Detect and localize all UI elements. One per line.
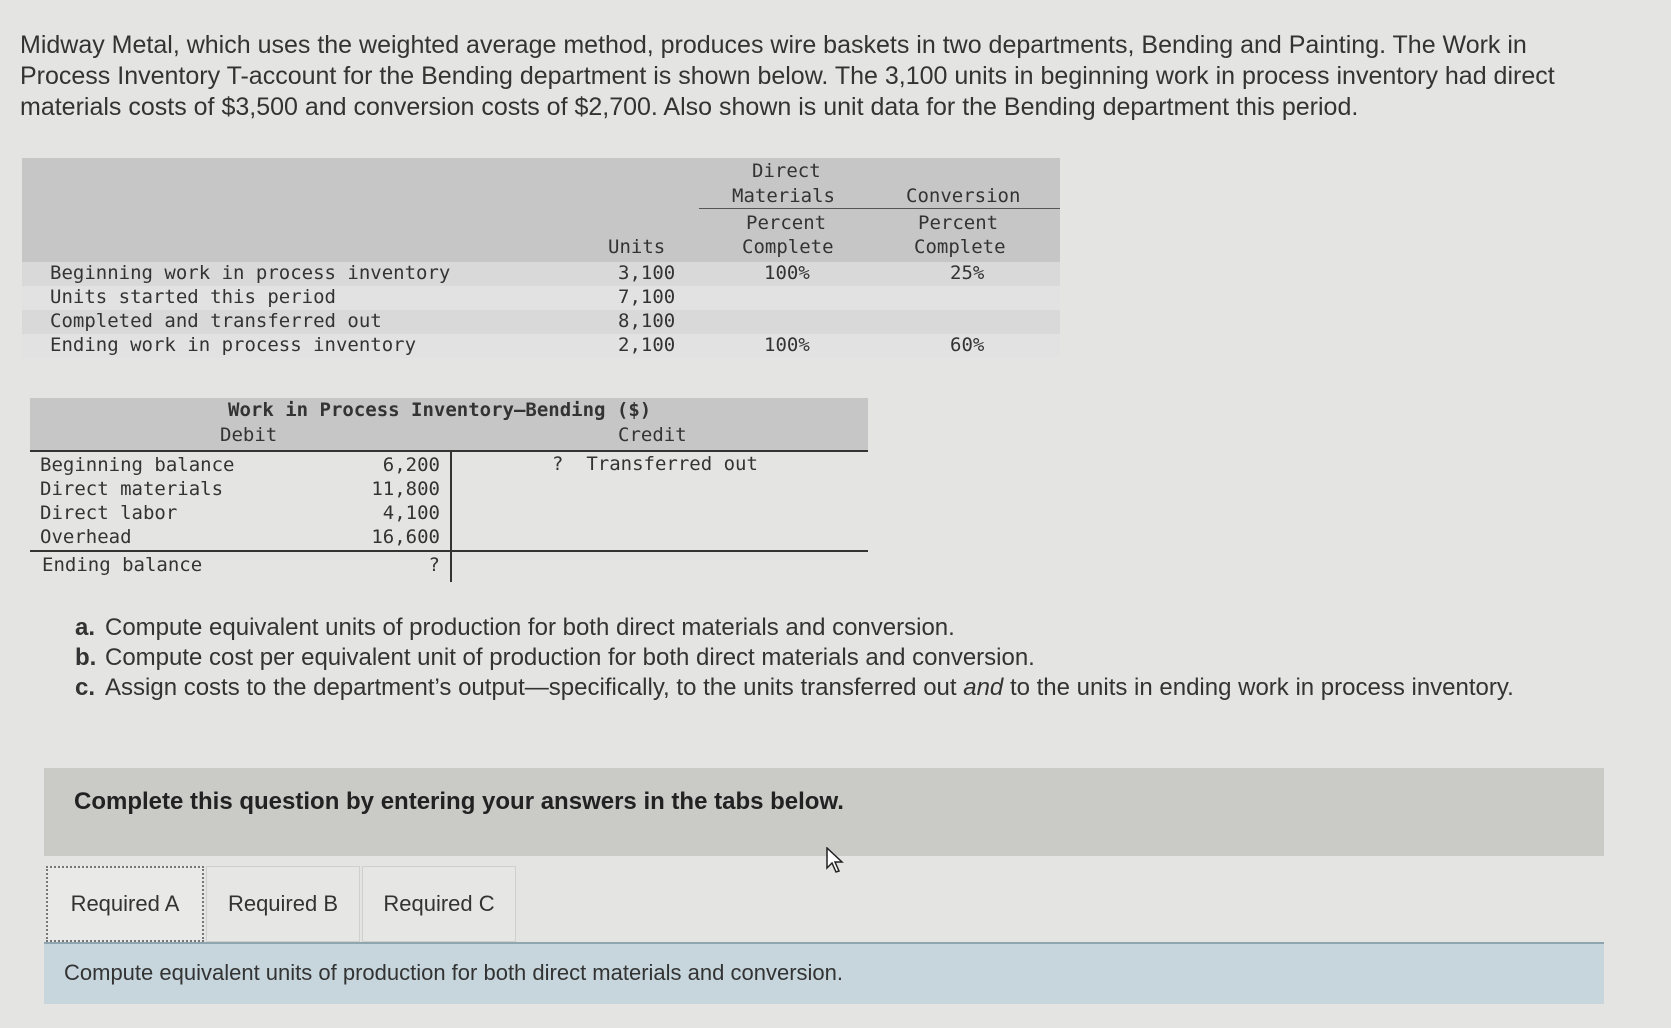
row-label: Completed and transferred out bbox=[50, 310, 382, 332]
ending-balance-label: Ending balance bbox=[42, 554, 203, 576]
tab-instruction-text: Compute equivalent units of production for both direct materials and conversion. bbox=[64, 960, 843, 985]
question-text: Compute equivalent units of production for both direct materials and conversion. bbox=[105, 614, 955, 641]
instructions-banner bbox=[44, 768, 1604, 856]
debit-label: Overhead bbox=[40, 526, 132, 548]
question-text-part: Assign costs to the department’s output—specifically, to the units transferred out bbox=[105, 674, 964, 701]
banner-text: Complete this question by entering your answers in the tabs below. bbox=[74, 788, 844, 815]
debit-label: Direct materials bbox=[40, 478, 224, 500]
row-dm-pct: 100% bbox=[764, 334, 810, 356]
tab-required-c[interactable] bbox=[362, 866, 516, 942]
dm-header-line1: Direct bbox=[752, 160, 821, 182]
row-label: Beginning work in process inventory bbox=[50, 262, 451, 284]
t-account-top-line bbox=[30, 450, 868, 452]
row-label: Ending work in process inventory bbox=[50, 334, 417, 356]
dm-pct-header1: Percent bbox=[746, 212, 827, 234]
question-letter: b. bbox=[75, 644, 97, 671]
debit-value: 6,200 bbox=[382, 454, 440, 476]
conv-header: Conversion bbox=[906, 185, 1021, 207]
row-units: 7,100 bbox=[618, 286, 676, 308]
debit-value: 4,100 bbox=[382, 502, 440, 524]
tab-required-a[interactable] bbox=[46, 866, 204, 942]
row-conv-pct: 25% bbox=[950, 262, 985, 284]
conv-pct-header2: Complete bbox=[914, 236, 1006, 258]
tab-label: Required B bbox=[227, 891, 339, 916]
question-text-part: to the units in ending work in process inventory. bbox=[1003, 674, 1514, 701]
row-conv-pct: 60% bbox=[950, 334, 985, 356]
question-letter: a. bbox=[75, 614, 96, 641]
debit-label: Direct labor bbox=[40, 502, 178, 524]
units-header: Units bbox=[608, 236, 666, 258]
t-account bbox=[30, 398, 868, 582]
tab-label: Required A bbox=[70, 891, 180, 916]
tab-instruction-bar bbox=[44, 942, 1604, 1004]
question-text-emphasis: and bbox=[963, 674, 1004, 701]
question-text: Compute cost per equivalent unit of production for both direct materials and conversion. bbox=[105, 644, 1035, 671]
t-account-title: Work in Process Inventory—Bending ($) bbox=[228, 399, 652, 421]
debit-value: 16,600 bbox=[371, 526, 440, 548]
credit-entry: ? Transferred out bbox=[552, 453, 758, 475]
debit-label: Beginning balance bbox=[40, 454, 235, 476]
debit-header: Debit bbox=[220, 424, 278, 446]
row-units: 3,100 bbox=[618, 262, 676, 284]
t-account-total-line bbox=[30, 550, 868, 552]
t-account-vertical-line bbox=[450, 450, 452, 582]
table-header-bg bbox=[22, 158, 1060, 262]
mouse-cursor-icon bbox=[826, 847, 846, 873]
question-b bbox=[75, 643, 1565, 673]
tab-label: Required C bbox=[383, 891, 495, 916]
problem-intro: Midway Metal, which uses the weighted average method, produces wire baskets in two departments, Bending and Painting. The Work in Process Inventory T-account for the Bending department is shown below. The 3,100 units in beginning work in process inventory had direct materials costs of $3,500 and conversion costs of $2,700. Also shown is unit data for the Bending department this period. bbox=[20, 31, 1555, 121]
question-a bbox=[75, 613, 1565, 643]
row-units: 8,100 bbox=[618, 310, 676, 332]
header-divider bbox=[699, 208, 1060, 209]
question-letter: c. bbox=[75, 674, 96, 701]
row-units: 2,100 bbox=[618, 334, 676, 356]
row-dm-pct: 100% bbox=[764, 262, 810, 284]
question-list bbox=[75, 613, 1565, 703]
debit-value: 11,800 bbox=[371, 478, 440, 500]
credit-header: Credit bbox=[618, 424, 687, 446]
conv-pct-header1: Percent bbox=[918, 212, 999, 234]
dm-header-line2: Materials bbox=[732, 185, 835, 207]
question-c bbox=[75, 673, 1565, 703]
row-label: Units started this period bbox=[50, 286, 336, 308]
dm-pct-header2: Complete bbox=[742, 236, 834, 258]
tab-required-b[interactable] bbox=[206, 866, 360, 942]
ending-balance-value: ? bbox=[428, 554, 440, 576]
